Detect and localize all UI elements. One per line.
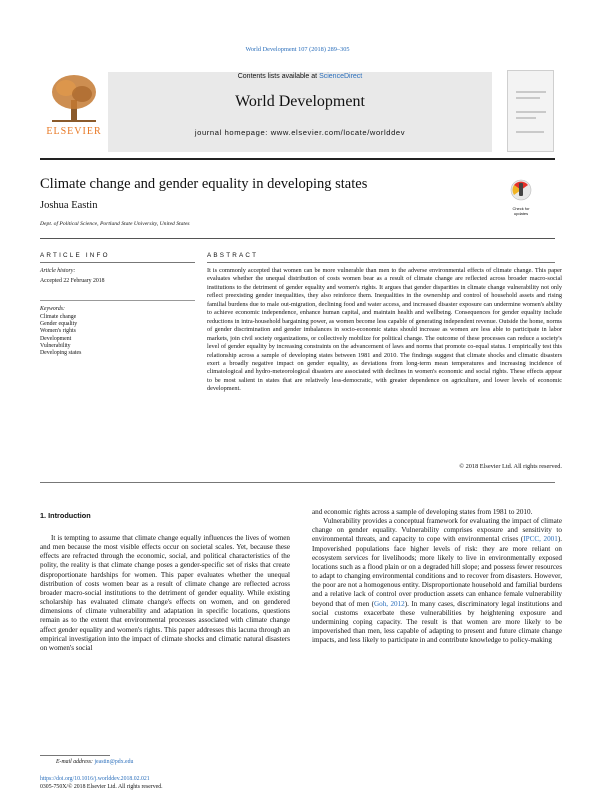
abstract-copyright: © 2018 Elsevier Ltd. All rights reserved. — [459, 463, 562, 470]
body-column-right — [312, 508, 562, 645]
check-updates-label: Check for updates — [512, 206, 530, 216]
keyword-item: Women's rights — [40, 328, 76, 335]
author-affiliation: Dept. of Political Science, Portland State University, United States — [40, 221, 190, 227]
abstract-rule — [207, 262, 555, 263]
citation-link[interactable]: Goh, 2012 — [373, 599, 405, 608]
body-paragraph: It is tempting to assume that climate change equally influences the lives of women and men because the most visible effects occur on societal scales. Yet, because these effects are refracted through the economic, social, and political characteristics of the polity, the reality is that climate change poses a gender-specific set of risks that create disproportionate hardships for women. This paper evaluates whether the unequal distribution of costs women bear as a result of climate change are reflected across broader macro-social institutions to the detriment of gender equality. While existing scholarship has evaluated climate change's effects on women, and on gendered dimensions of climate vulnerability and adaptation in specific locations, questions remain as to the extent that environmental processes associated with climate change affect gender equality and women's rights. This paper addresses this lacuna through an empirical investigation into the impact of climate shocks and climatic natural disasters on women's social — [40, 534, 290, 652]
keyword-item: Vulnerability — [40, 342, 71, 349]
check-for-updates-badge[interactable] — [508, 179, 534, 216]
journal-homepage[interactable]: journal homepage: www.elsevier.com/locate/worlddev — [194, 128, 406, 137]
article-info-divider — [40, 300, 195, 301]
keywords-label: Keywords: — [40, 306, 65, 312]
body-paragraph — [312, 517, 562, 645]
title-rule — [40, 238, 555, 239]
contents-prefix: Contents lists available at — [237, 73, 320, 80]
publisher-wordmark: ELSEVIER — [46, 126, 102, 137]
article-info-rule — [40, 262, 195, 263]
citation-link[interactable]: World Development 107 (2018) 289–305 — [245, 46, 350, 53]
citation-link[interactable]: IPCC, 2001 — [523, 535, 558, 544]
check-updates-icon — [508, 179, 534, 201]
footnote-email — [56, 759, 133, 767]
keyword-item: Development — [40, 335, 72, 342]
body-paragraph: and economic rights across a sample of developing states from 1981 to 2010. — [312, 508, 533, 516]
keywords-list — [40, 314, 81, 357]
email-label: E-mail address: — [56, 759, 95, 765]
abstract-bottom-rule — [40, 482, 555, 483]
issn-line: 0305-750X/© 2018 Elsevier Ltd. All rights reserved. — [40, 784, 163, 790]
abstract-text: It is commonly accepted that women can be more vulnerable than men to the adverse environmental effects of climate change. This paper evaluates whether the unequal distribution of costs women bear as a result of climate change are reflected across broader macro-social institutions to the detriment of gender equality and women's rights. It argues that gender disparities in climate change vulnerability not only reflect preexisting gender inequalities, they also reinforce them. Inequalities in the ownership and control of household assets and rising familial burdens due to male out-migration, declining food and water access, and increased disaster exposure can undermine women's ability to achieve economic independence, enhance human capital, and maintain health and wellbeing. Consequences for gender equality include reductions in intra-household bargaining power, as women become less capable of generating independent revenue. Outside the home, norms of gender discrimination and gender imbalances in socio-economic status should increase as women are less able to participate in labor markets, join civil society organizations, or collectively mobilize for political change. The outcome of these processes can reduce a society's level of gender equality by increasing constraints on the advancement of laws and norms that promote co-equal status. I empirically test this relationship across a sample of developing states between 1981 and 2010. The findings suggest that climate shocks and climatic disasters exert a broadly negative impact on gender equality, as deviations from long-term mean temperatures and increasing incidence of climatological and hydro-meteorological disasters are associated with declines in women's economic and social rights. These effects appear to be most salient in states that are relatively less-democratic, with greater dependence on agriculture, and lower levels of economic development. — [207, 267, 562, 393]
author-name: Joshua Eastin — [40, 200, 98, 211]
paragraph-text: Vulnerability provides a conceptual framework for evaluating the impact of climate change on gender equality. Vulnerability comprises exposure and sensitivity to environmental threats, and capacity to cope with environmental crises ( — [312, 517, 562, 544]
contents-line — [108, 73, 492, 80]
email-link[interactable]: jeastin@pdx.edu — [94, 759, 134, 765]
sciencedirect-link[interactable]: ScienceDirect — [319, 73, 363, 80]
body-column-left — [40, 534, 290, 653]
journal-name: World Development — [235, 93, 365, 110]
paragraph-text: ). Impoverished populations face higher levels of risk: they are more reliant on ecosystem services for livelihoods; more likely to live in environmentally exposed locations such as a flood plain or on a degraded hill slope; and possess fewer resources to adapt to changing environmental conditions and to recover from disasters. However, the poor are not a homogenous entity. Disproportionate household and familial burdens and a relative lack of control over production assets can enhance female vulnerability beyond that of men ( — [312, 535, 562, 608]
paper-title: Climate change and gender equality in developing states — [40, 176, 368, 192]
journal-cover-thumbnail[interactable] — [507, 70, 554, 152]
doi-link-text[interactable]: https://doi.org/10.1016/j.worlddev.2018.02.021 — [40, 776, 150, 782]
journal-citation[interactable] — [0, 46, 595, 53]
keyword-item: Gender equality — [40, 321, 78, 328]
paragraph-text: ). In many cases, discriminatory legal institutions and social customs exacerbate these vulnerabilities by heightening exposure and undermining coping capacity. The result is that women are more likely to be impoverished than men, less capable of adapting to present and future climate change impacts, and less likely to participate in and contribute knowledge to policy-making — [312, 599, 562, 645]
footnote-rule — [40, 755, 110, 756]
elsevier-tree-logo — [44, 72, 104, 152]
doi-link[interactable] — [40, 776, 150, 784]
keyword-item: Climate change — [40, 314, 77, 320]
journal-header-band — [108, 72, 492, 152]
keyword-item: Developing states — [40, 350, 82, 357]
history-label: Article history: — [40, 268, 76, 274]
section-heading-introduction: 1. Introduction — [40, 511, 91, 520]
article-info-heading: ARTICLE INFO — [40, 252, 110, 259]
abstract-heading: ABSTRACT — [207, 252, 259, 259]
accepted-date: Accepted 22 February 2018 — [40, 278, 105, 284]
header-rule — [40, 158, 555, 160]
